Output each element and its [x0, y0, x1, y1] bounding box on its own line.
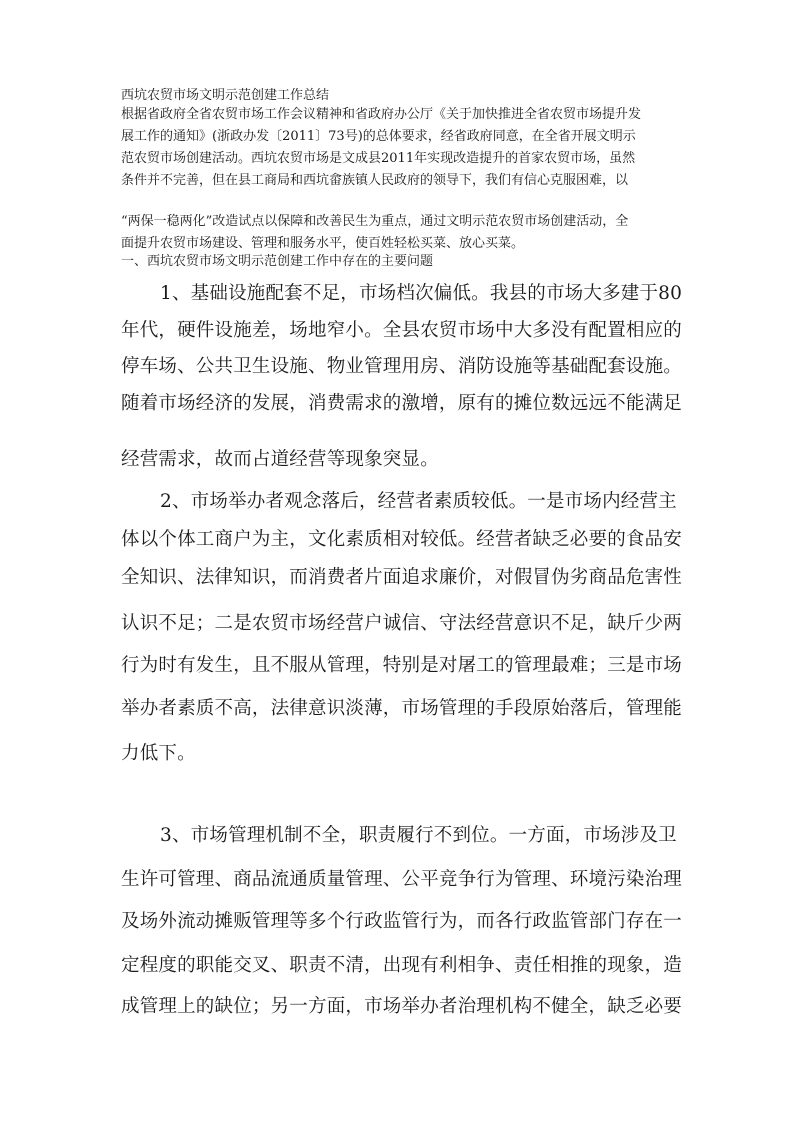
- intro-line: 面提升农贸市场建设、管理和服务水平，使百姓轻松买菜、放心买菜。: [121, 236, 525, 251]
- paragraph-2-line: 力低下。: [121, 743, 196, 764]
- paragraph-1-line: 停车场、公共卫生设施、物业管理用房、消防设施等基础配套设施。: [121, 356, 683, 377]
- paragraph-2-line: 全知识、法律知识，而消费者片面追求廉价，对假冒伪劣商品危害性: [121, 567, 683, 588]
- paragraph-3-line: 定程度的职能交叉、职责不清，出现有利相争、责任相推的现象，造: [121, 955, 683, 976]
- intro-line: “两保一稳两化”改造试点以保障和改善民生为重点，通过文明示范农贸市场创建活动，全: [121, 214, 629, 229]
- paragraph-3-line: 及场外流动摊贩管理等多个行政监管行为，而各行政监管部门存在一: [121, 911, 683, 932]
- paragraph-1-line: 随着市场经济的发展，消费需求的激增，原有的摊位数远远不能满足: [121, 393, 683, 414]
- document-title: 西坑农贸市场文明示范创建工作总结: [121, 88, 330, 103]
- intro-line: 根据省政府全省农贸市场工作会议精神和省政府办公厅《关于加快推进全省农贸市场提升发: [121, 107, 642, 122]
- paragraph-3-line: 3、市场管理机制不全，职责履行不到位。一方面，市场涉及卫: [160, 825, 677, 846]
- paragraph-2-line: 行为时有发生，且不服从管理，特别是对屠工的管理最难；三是市场: [121, 655, 683, 676]
- paragraph-2-line: 体以个体工商户为主，文化素质相对较低。经营者缺乏必要的食品安: [121, 529, 683, 550]
- paragraph-3-line: 成管理上的缺位；另一方面，市场举办者治理机构不健全，缺乏必要: [121, 996, 683, 1017]
- section-heading: 一、西坑农贸市场文明示范创建工作中存在的主要问题: [121, 254, 434, 269]
- paragraph-1-line: 1、基础设施配套不足，市场档次偏低。我县的市场大多建于80: [160, 283, 683, 304]
- paragraph-2-line: 举办者素质不高，法律意识淡薄，市场管理的手段原始落后，管理能: [121, 698, 683, 719]
- paragraph-1-line: 年代，硬件设施差，场地窄小。全县农贸市场中大多没有配置相应的: [121, 320, 683, 341]
- paragraph-1-line: 经营需求，故而占道经营等现象突显。: [121, 449, 439, 470]
- intro-line: 条件并不完善，但在县工商局和西坑畲族镇人民政府的领导下，我们有信心克服困难，以: [121, 173, 629, 188]
- paragraph-3-line: 生许可管理、商品流通质量管理、公平竞争行为管理、环境污染治理: [121, 869, 683, 890]
- intro-line: 展工作的通知》(浙政办发〔2011〕73号)的总体要求，经省政府同意，在全省开展文明示: [121, 129, 636, 144]
- paragraph-2-line: 认识不足；二是农贸市场经营户诚信、守法经营意识不足，缺斤少两: [121, 613, 683, 634]
- paragraph-2-line: 2、市场举办者观念落后，经营者素质较低。一是市场内经营主: [160, 491, 677, 512]
- intro-line: 范农贸市场创建活动。西坑农贸市场是文成县2011年实现改造提升的首家农贸市场，虽然: [121, 151, 636, 166]
